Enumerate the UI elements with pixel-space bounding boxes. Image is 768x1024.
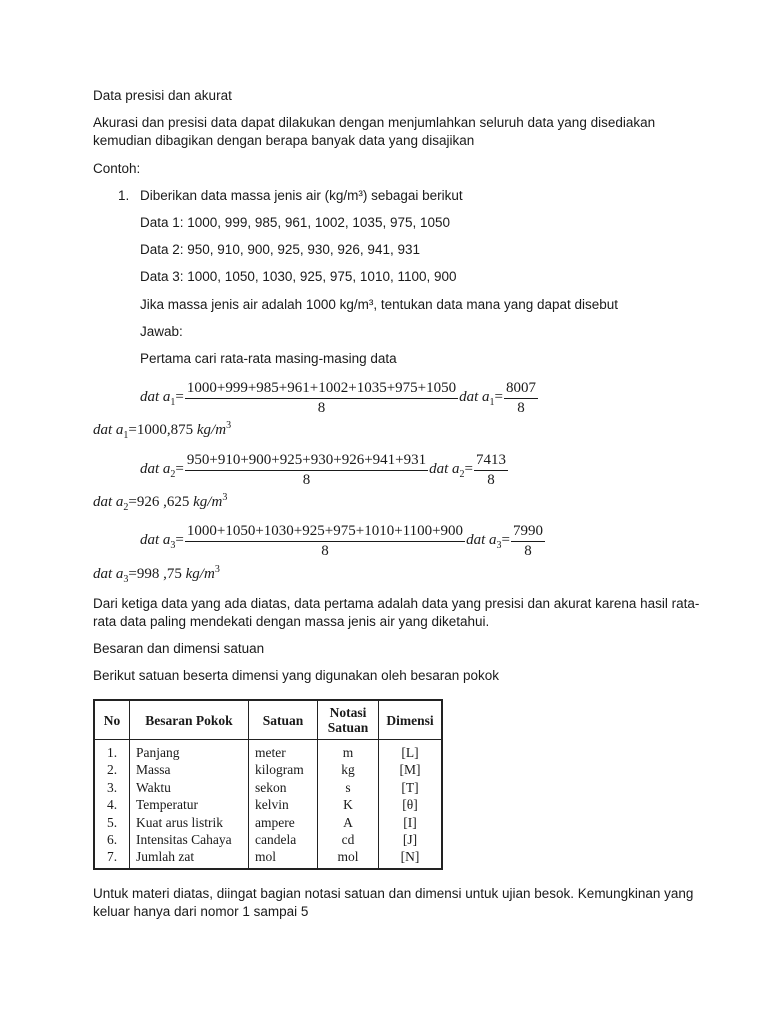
section-intro: Berikut satuan beserta dimensi yang digunakan oleh besaran pokok [93,668,500,683]
data-line-1: Data 1: 1000, 999, 985, 961, 1002, 1035, 975, 1050 [140,215,451,230]
cell-dimensi: [I] [379,814,443,831]
table-row [94,761,442,778]
cell-dimensi: [L] [379,740,443,762]
equation-2-result: dat $a_2=926$ ,625 $kg/m^3$ [93,492,228,513]
cell-satuan: ampere [249,814,318,831]
units-table [93,699,443,870]
section-title: Besaran dan dimensi satuan [93,641,265,656]
cell-no: 1. [94,740,130,762]
cell-notasi: mol [318,848,379,868]
cell-satuan: meter [249,740,318,762]
header-besaran: Besaran Pokok [130,700,249,740]
header-no: No [94,700,130,740]
cell-besaran: Intensitas Cahaya [130,831,249,848]
equation-2-mean: dat $a_2=$ $\frac{950+910+900+925+930+926+941+931}{8}$ dat $a_2=$ $\frac{7413}{8}$ [140,452,506,488]
table-row [94,740,442,762]
example-label: Contoh: [93,161,141,176]
cell-notasi: kg [318,761,379,778]
cell-dimensi: [N] [379,848,443,868]
cell-notasi: cd [318,831,379,848]
table-row [94,779,442,796]
page-title: Data presisi dan akurat [93,88,232,103]
cell-dimensi: [θ] [379,796,443,813]
answer-label: Jawab: [140,324,183,339]
cell-satuan: candela [249,831,318,848]
cell-besaran: Temperatur [130,796,249,813]
cell-satuan: sekon [249,779,318,796]
cell-no: 6. [94,831,130,848]
cell-dimensi: [J] [379,831,443,848]
cell-satuan: kelvin [249,796,318,813]
data-line-2: Data 2: 950, 910, 900, 925, 930, 926, 941, 931 [140,242,420,257]
list-item-text: Diberikan data massa jenis air (kg/m³) sebagai berikut [140,188,463,203]
table-header-row [94,700,442,740]
step-text: Pertama cari rata-rata masing-masing data [140,351,397,366]
conclusion-line-1: Dari ketiga data yang ada diatas, data pertama adalah data yang presisi dan akurat karena hasil rata- [93,596,700,611]
cell-notasi: K [318,796,379,813]
cell-satuan: kilogram [249,761,318,778]
closing-line-2: keluar hanya dari nomor 1 sampai 5 [93,904,309,919]
equation-3-result: dat $a_3=998$ ,75 $kg/m^3$ [93,564,220,585]
cell-no: 5. [94,814,130,831]
cell-no: 4. [94,796,130,813]
cell-no: 3. [94,779,130,796]
table-row [94,796,442,813]
table-row [94,814,442,831]
cell-besaran: Waktu [130,779,249,796]
cell-besaran: Jumlah zat [130,848,249,868]
cell-besaran: Kuat arus listrik [130,814,249,831]
cell-notasi: A [318,814,379,831]
cell-no: 7. [94,848,130,868]
cell-notasi: s [318,779,379,796]
cell-no: 2. [94,761,130,778]
equation-1-mean: dat $a_1=$ $\frac{1000+999+985+961+1002+1035+975+1050}{8}$ dat $a_1=$ $\frac{8007}{8}$ [140,380,536,416]
conclusion-line-2: rata data paling mendekati dengan massa jenis air yang diketahui. [93,614,490,629]
data-line-3: Data 3: 1000, 1050, 1030, 925, 975, 1010, 1100, 900 [140,269,457,284]
header-dimensi: Dimensi [379,700,443,740]
header-satuan: Satuan [249,700,318,740]
cell-dimensi: [T] [379,779,443,796]
list-number: 1. [118,188,130,203]
cell-notasi: m [318,740,379,762]
intro-line-1: Akurasi dan presisi data dapat dilakukan dengan menjumlahkan seluruh data yang disediakan [93,115,656,130]
cell-satuan: mol [249,848,318,868]
cell-dimensi: [M] [379,761,443,778]
cell-besaran: Panjang [130,740,249,762]
cell-besaran: Massa [130,761,249,778]
table-row [94,831,442,848]
equation-1-result: dat $a_1=1000,875$ $kg/m^3$ [93,420,232,441]
closing-line-1: Untuk materi diatas, diingat bagian notasi satuan dan dimensi untuk ujian besok. Kemungkinan yang [93,886,694,901]
intro-line-2: kemudian dibagikan dengan berapa banyak data yang disajikan [93,133,475,148]
table-row [94,848,442,868]
question-text: Jika massa jenis air adalah 1000 kg/m³, tentukan data mana yang dapat disebut [140,297,619,312]
equation-3-mean: dat $a_3=$ $\frac{1000+1050+1030+925+975+1010+1100+900}{8}$ dat $a_3=$ $\frac{7990}{8}$ [140,523,543,559]
header-notasi: Notasi Satuan [318,700,379,740]
